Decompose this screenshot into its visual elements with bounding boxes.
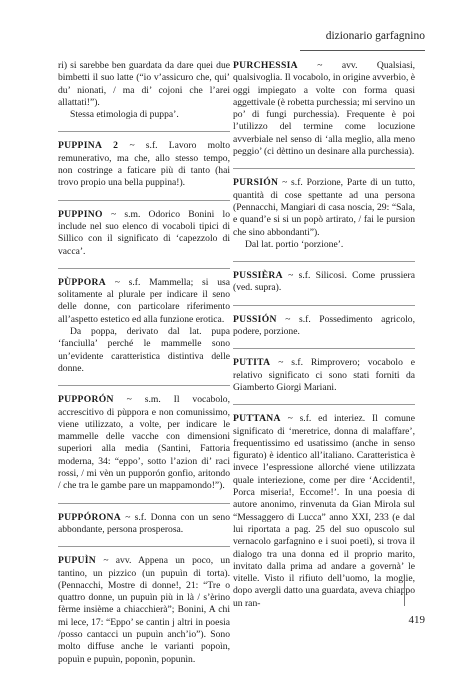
- entry-paragraph: [58, 394, 230, 492]
- entry-definition: ~ avv. Qualsiasi, qualsivoglia. Il vocabolo, in origine avverbio, è oggi impiegato a volte con forma quasi aggettivale (è robetta purchessia; mi servino un po’ di fungi purchessia). Frequente è poi l’utilizzo del termine come locuzione avverbiale nel senso di ‘alla meglio, alla meno peggio’ (ci dèttino un desinare alla purchessia).: [233, 60, 416, 158]
- entry-headword: PÙPPORA: [58, 276, 106, 288]
- left-column: [58, 60, 230, 676]
- entry-definition: Dal lat. portio ‘porzione’.: [245, 238, 344, 250]
- entry-paragraph: [233, 239, 415, 251]
- entry-paragraph: [233, 177, 415, 238]
- entry-definition: ~ s.f. Donna con un seno abbondante, persona prosperosa.: [58, 511, 230, 535]
- entry-headword: PUTTANA: [233, 413, 281, 425]
- dictionary-entry: [233, 177, 415, 251]
- dictionary-entry: [58, 60, 230, 121]
- header-rule: [300, 50, 425, 51]
- entry-divider: [58, 385, 230, 386]
- entry-paragraph: [58, 512, 230, 537]
- entry-divider: [58, 546, 230, 547]
- entry-headword: PUPPINO: [58, 208, 103, 220]
- dictionary-entry: [233, 270, 415, 295]
- entry-headword: PUPPINA 2: [58, 140, 119, 152]
- entry-paragraph: [233, 413, 415, 610]
- dictionary-entry: [233, 357, 415, 394]
- entry-headword: PUPPORÓN: [58, 394, 114, 406]
- entry-definition: ~ s.f. Rimprovero; vocabolo e relativo significato ci sono stati forniti da Giamberto Giorgi Mariani.: [233, 357, 415, 393]
- entry-paragraph: [58, 60, 230, 109]
- entry-paragraph: [58, 140, 230, 189]
- running-header-title: dizionario garfagnino: [325, 30, 425, 42]
- entry-paragraph: [58, 109, 230, 121]
- entry-definition: ~ s.m. Il vocabolo, accrescitivo di pùppora e non comunissimo, viene utilizzato, a volte, per indicare le mammelle delle vacche con dimensioni superiori alla media (Santini, Fattoria moderna, 34: “eppo’, sotto l’azion di’ raci rossi, / mi vèn un pupporón gonfio, aritondo / che tra le gambe pare un mappamondo!”).: [58, 394, 230, 492]
- entry-definition: ~ s.f. Silicosi. Come prussiera (ved. supra).: [233, 270, 415, 294]
- entry-divider: [233, 261, 415, 262]
- entry-paragraph: [58, 326, 230, 375]
- dictionary-entry: [58, 277, 230, 375]
- entry-headword: PUTITA: [233, 357, 271, 369]
- dictionary-entry: [233, 314, 415, 339]
- entry-definition: ~ s.f. Porzione, Parte di un tutto, quantità di cose spettante ad una persona (Pennacchi, Mangiari di casa noscia, 29: “Sala, e quand’e si si un popò artirato, / fai le pursion che sino abbondanti”).: [233, 177, 415, 238]
- entry-headword: PUPUÌN: [58, 555, 97, 567]
- dictionary-entry: [58, 555, 230, 666]
- entry-paragraph: [58, 209, 230, 258]
- entry-divider: [233, 404, 415, 405]
- entry-definition: Stessa etimologia di puppa’.: [70, 109, 179, 121]
- entry-definition: ~ s.f. Lavoro molto remunerativo, ma che, allo stesso tempo, non costringe a faticare più di tanto (hai trovo propio una bella puppina!).: [58, 140, 230, 189]
- entry-paragraph: [58, 555, 230, 666]
- entry-definition: Da poppa, derivato dal lat. pupa ‘fanciulla’ perché le mammelle sono un’evidente caratteristica distintiva delle donne.: [58, 326, 230, 374]
- dictionary-entry: [58, 394, 230, 492]
- entry-headword: PUSSIÈRA: [233, 270, 283, 282]
- entry-definition: ~ avv. Appena un poco, un tantino, un pizzico (un pupuìn di torta). (Pennacchi, Mostre di donne!, 21: “Tre o quattro donne, un pupuìn più in là / s’èrino fèrme insième a chiacchierà”; Bonini, A chi mi lece, 17: “Eppo’ se cantin j altri in poesia /posso cantacci un pupuìn anch’io”). Sono molto diffuse anche le varianti popoìn, popuìn e pupuìn, poponìn, popunìn.: [58, 555, 230, 665]
- entry-paragraph: [233, 270, 415, 295]
- entry-divider: [58, 200, 230, 201]
- page-header: [0, 0, 453, 66]
- right-column: [233, 60, 415, 620]
- entry-headword: PURSIÓN: [233, 177, 279, 189]
- entry-headword: PURCHESSIA: [233, 60, 298, 71]
- dictionary-entry: [58, 512, 230, 537]
- dictionary-entry: [233, 60, 415, 158]
- entry-headword: PUPPÓRONA: [58, 511, 121, 523]
- dictionary-entry: [233, 413, 415, 610]
- entry-paragraph: [233, 60, 415, 158]
- entry-definition: ri) si sarebbe ben guardata da dare quei due bimbetti il suo latte (“io v’assicuro che, qui’ du’ nionati, / ma di’ cojoni che l’arei allattati!”).: [58, 60, 230, 108]
- entry-paragraph: [233, 357, 415, 394]
- entry-divider: [58, 131, 230, 132]
- entry-divider: [233, 168, 415, 169]
- entry-definition: ~ s.f. Mammella; si usa solitamente al plurale per indicare il seno delle donne, con particolare riferimento all’aspetto estetico ed alla funzione erotica.: [58, 276, 230, 325]
- entry-headword: PUSSIÓN: [233, 313, 277, 325]
- dictionary-entry: [58, 209, 230, 258]
- entry-divider: [58, 503, 230, 504]
- entry-definition: ~ s.m. Odorico Bonini lo include nel suo elenco di vocaboli tipici di Sillico con il significato di ‘capezzolo di vacca’.: [58, 208, 230, 257]
- page-number: 419: [408, 614, 425, 626]
- entry-definition: ~ s.f. Possedimento agricolo, podere, porzione.: [233, 313, 415, 338]
- entry-divider: [58, 268, 230, 269]
- entry-paragraph: [58, 277, 230, 326]
- entry-divider: [233, 348, 415, 349]
- entry-definition: ~ s.f. ed interiez. Il comune significato di ‘meretrice, donna di malaffare’, frequentissimo ed usatissimo (anche in senso figurato) è identico all’italiano. Caratteristica è invece l’espressione allorché viene utilizzata quale interiezione, come per dire ‘Accidenti!, Porca miseria!, Eccome!’. In una poesia di autore anonimo, rinvenuta da Gian Mirola sul “Messaggero di Lucca” anno XXI, 233 (e dal lui riportata a pag. 25 del suo opuscolo sul vernacolo garfagnino e i suoi poeti), si trova il dialogo tra una donna ed il proprio marito, invitato dalla prima ad andare a governà’ le vitelle. Visto il rifiuto dell’uomo, la moglie, dopo avergli datto una guardata, aveva chiappo un ran-: [233, 413, 415, 609]
- entry-paragraph: [233, 314, 415, 339]
- dictionary-entry: [58, 140, 230, 189]
- page-number-rule: [404, 580, 425, 606]
- entry-divider: [233, 305, 415, 306]
